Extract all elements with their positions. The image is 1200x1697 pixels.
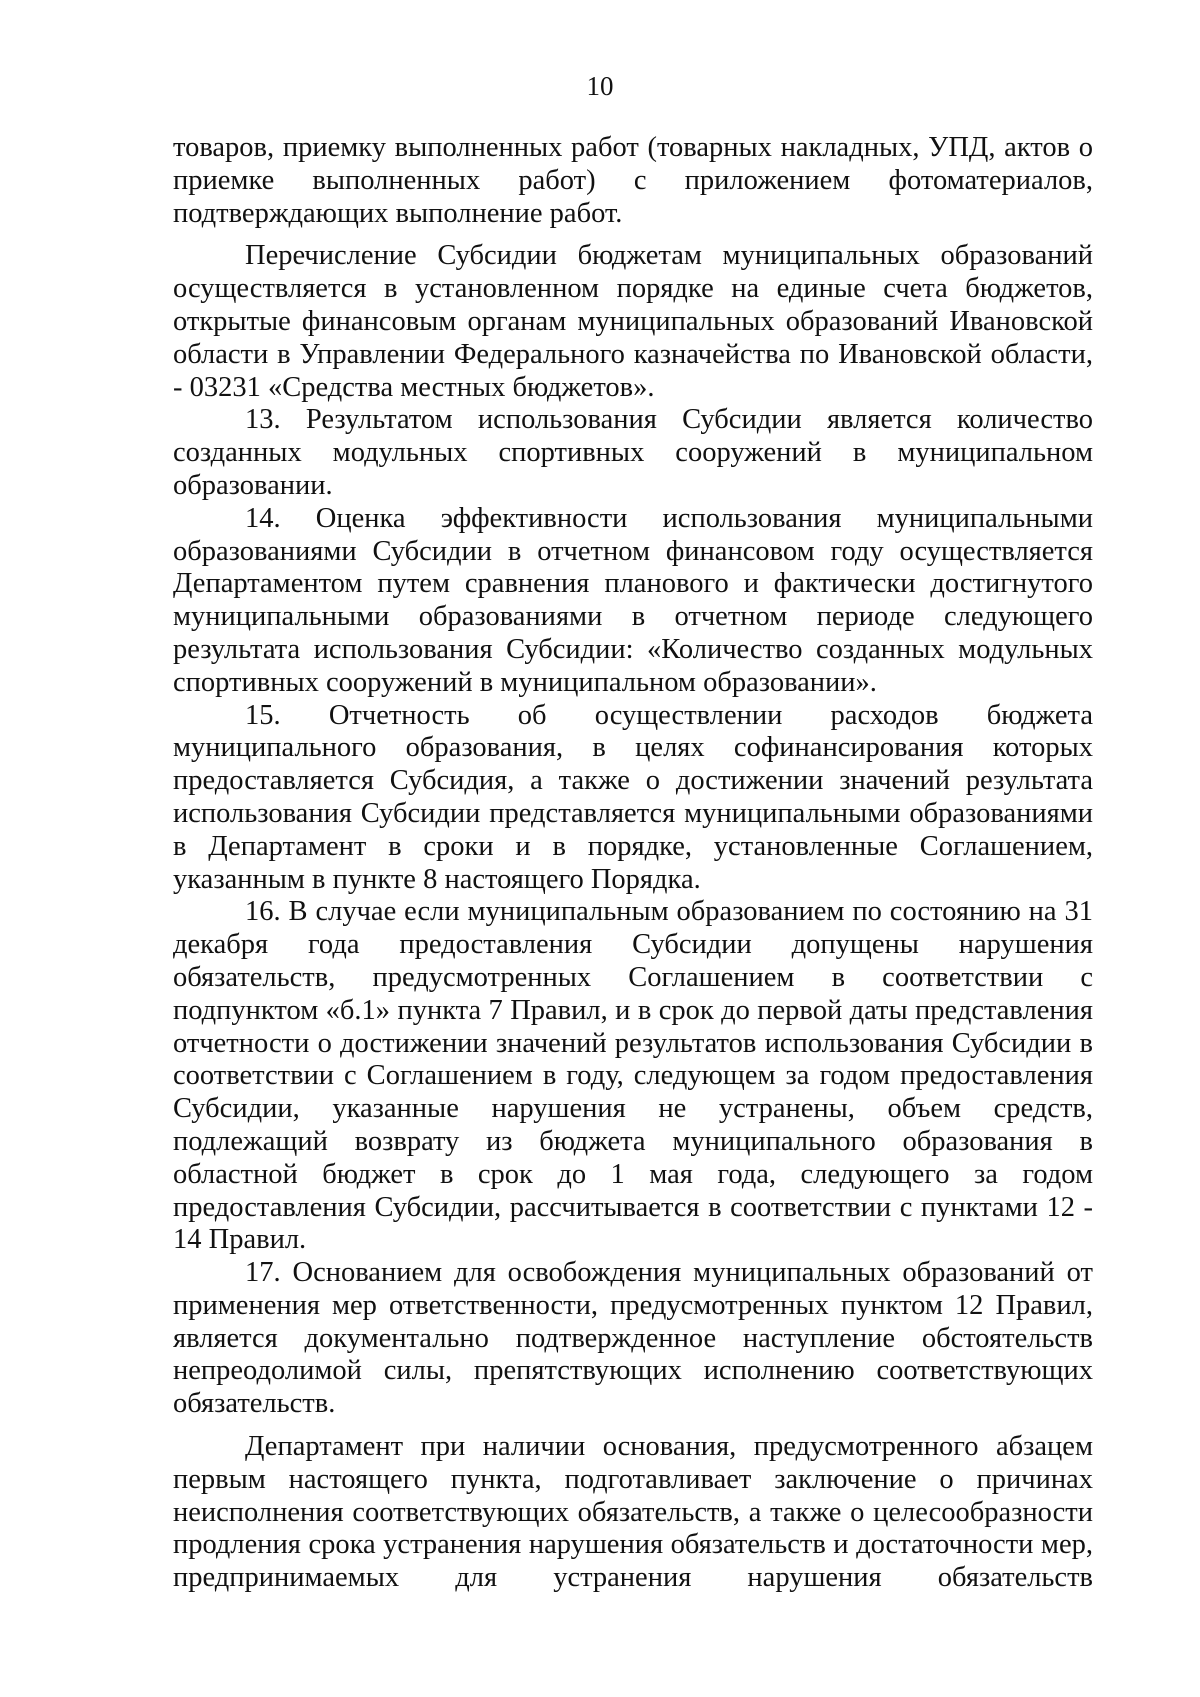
paragraph-continuation: товаров, приемку выполненных работ (товарных накладных, УПД, актов о приемке выполненных работ) с приложением фотоматериалов, подтверждающих выполнение работ. [173,132,1093,229]
document-body [173,132,1093,1595]
paragraph-item-15: 15. Отчетность об осуществлении расходов бюджета муниципального образования, в целях софинансирования которых предоставляется Субсидия, а также о достижении значений результата использования Субсидии представляется муниципальными образованиями в Департамент в сроки и в порядке, установленные Соглашением, указанным в пункте 8 настоящего Порядка. [173,699,1093,895]
paragraph-item-16: 16. В случае если муниципальным образованием по состоянию на 31 декабря года предоставления Субсидии допущены нарушения обязательств, предусмотренных Соглашением в соответствии с подпунктом «б.1» пункта 7 Правил, и в срок до первой даты представления отчетности о достижении значений результатов использования Субсидии в соответствии с Соглашением в году, следующем за годом предоставления Субсидии, указанные нарушения не устранены, объем средств, подлежащий возврату из бюджета муниципального образования в областной бюджет в срок до 1 мая года, следующего за годом предоставления Субсидии, рассчитывается в соответствии с пунктами 12 - 14 Правил. [173,896,1093,1256]
paragraph-item-14: 14. Оценка эффективности использования муниципальными образованиями Субсидии в отчетном финансовом году осуществляется Департаментом путем сравнения планового и фактически достигнутого муниципальными образованиями в отчетном периоде следующего результата использования Субсидии: «Количество созданных модульных спортивных сооружений в муниципальном образовании». [173,502,1093,698]
paragraph-subsidy-transfer: Перечисление Субсидии бюджетам муниципальных образований осуществляется в установленном порядке на единые счета бюджетов, открытые финансовым органам муниципальных образований Ивановской области в Управлении Федерального казначейства по Ивановской области, - 03231 «Средства местных бюджетов». [173,240,1093,403]
page-number: 10 [586,71,614,101]
paragraph-department-conclusion: Департамент при наличии основания, предусмотренного абзацем первым настоящего пункта, подготавливает заключение о причинах неисполнения соответствующих обязательств, а также о целесообразности продления срока устранения нарушения обязательств и достаточности мер, предпринимаемых для устранения нарушения обязательств [173,1431,1093,1594]
paragraph-item-13: 13. Результатом использования Субсидии является количество созданных модульных спортивных сооружений в муниципальном образовании. [173,404,1093,501]
paragraph-item-17: 17. Основанием для освобождения муниципальных образований от применения мер ответственности, предусмотренных пунктом 12 Правил, является документально подтвержденное наступление обстоятельств непреодолимой силы, препятствующих исполнению соответствующих обязательств. [173,1257,1093,1420]
